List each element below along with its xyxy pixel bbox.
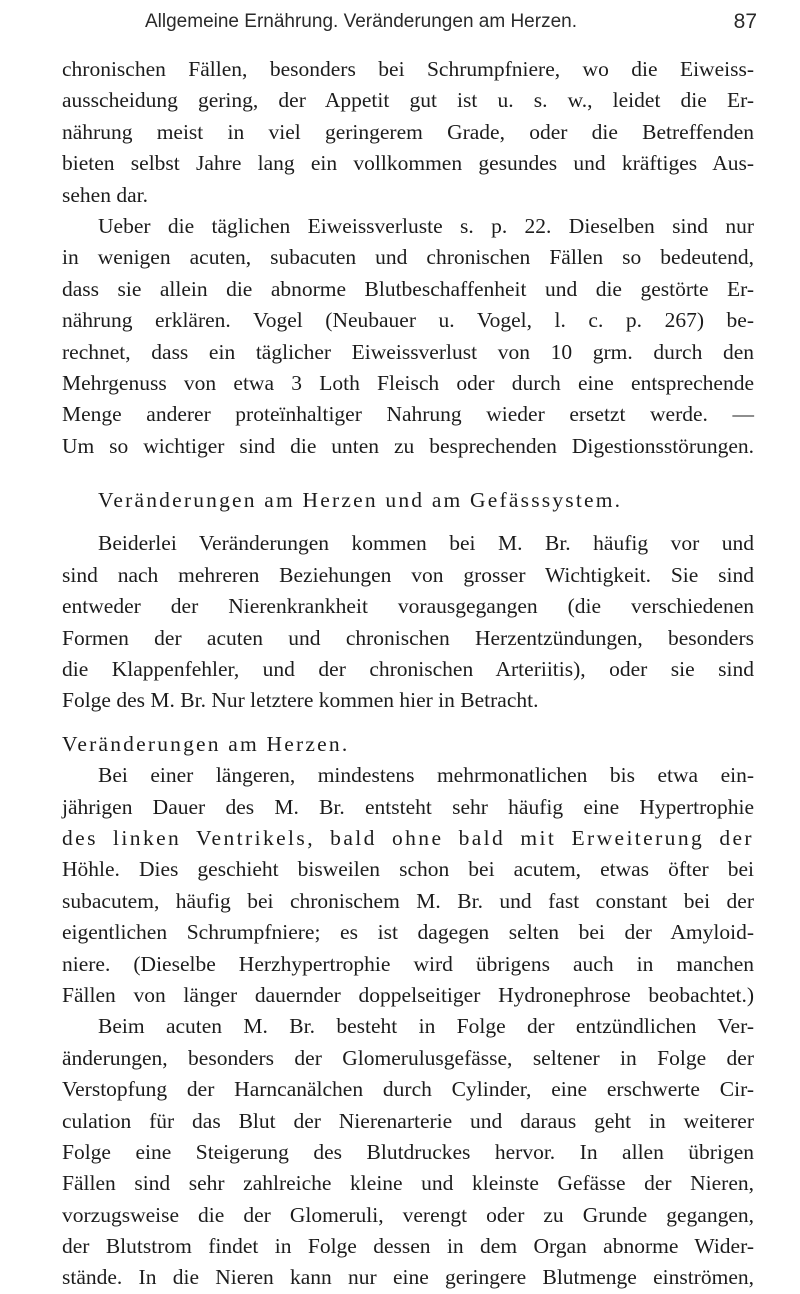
text-line: Höhle. Dies geschieht bisweilen schon bei acutem, etwas öfter bei	[62, 857, 754, 882]
text-line: Bei einer längeren, mindestens mehrmonatlichen bis etwa ein-	[98, 763, 754, 788]
text-line: subacutem, häufig bei chronischem M. Br. und fast constant bei der	[62, 888, 754, 913]
text-line: Fällen sind sehr zahlreiche kleine und kleinste Gefässe der Nieren,	[62, 1171, 754, 1196]
text-line: Um so wichtiger sind die unten zu besprechenden Digestionsstörungen.	[62, 433, 754, 458]
text-line: entweder der Nierenkrankheit vorausgegangen (die verschiedenen	[62, 594, 754, 619]
text-line: Beiderlei Veränderungen kommen bei M. Br. häufig vor und	[98, 531, 754, 556]
text-line: sind nach mehreren Beziehungen von grosser Wichtigkeit. Sie sind	[62, 562, 754, 587]
paragraph-5	[62, 1011, 754, 1294]
text-line: dass sie allein die abnorme Blutbeschaffenheit und die gestörte Er-	[62, 276, 754, 301]
text-line: des linken Ventrikels, bald ohne bald mit Erweiterung der	[62, 825, 754, 850]
text-line: Mehrgenuss von etwa 3 Loth Fleisch oder durch eine entsprechende	[62, 370, 754, 395]
paragraph-3	[62, 528, 754, 716]
section-heading-heart: Veränderungen am Herzen.	[62, 731, 350, 756]
running-header	[145, 6, 757, 38]
text-line: änderungen, besonders der Glomerulusgefässe, seltener in Folge der	[62, 1045, 754, 1070]
text-line: eigentlichen Schrumpfniere; es ist dagegen selten bei der Amyloid-	[62, 920, 754, 945]
paragraph-4	[62, 760, 754, 1011]
paragraph-1	[62, 54, 754, 211]
text-line: Formen der acuten und chronischen Herzentzündungen, besonders	[62, 625, 754, 650]
text-line: rechnet, dass ein täglicher Eiweissverlust von 10 grm. durch den	[62, 339, 754, 364]
text-line: Menge anderer proteïnhaltiger Nahrung wieder ersetzt werde. —	[62, 402, 754, 427]
body-text	[62, 54, 754, 1294]
text-line: ausscheidung gering, der Appetit gut ist u. s. w., leidet die Er-	[62, 88, 754, 113]
text-line: niere. (Dieselbe Herzhypertrophie wird übrigens auch in manchen	[62, 951, 754, 976]
text-line: in wenigen acuten, subacuten und chronischen Fällen so bedeutend,	[62, 245, 754, 270]
text-line: Ueber die täglichen Eiweissverluste s. p. 22. Dieselben sind nur	[98, 213, 754, 238]
text-line: nährung erklären. Vogel (Neubauer u. Vogel, l. c. p. 267) be-	[62, 308, 754, 333]
text-line: Folge eine Steigerung des Blutdruckes hervor. In allen übrigen	[62, 1139, 754, 1164]
text-line: sehen dar.	[62, 182, 148, 207]
text-line: die Klappenfehler, und der chronischen Arteriitis), oder sie sind	[62, 657, 754, 682]
running-header-title: Allgemeine Ernährung. Veränderungen am Herzen.	[145, 11, 577, 32]
page-number: 87	[733, 10, 757, 33]
section-heading-heart-vessels: Veränderungen am Herzen und am Gefässsystem.	[98, 488, 623, 513]
text-line: Verstopfung der Harncanälchen durch Cylinder, eine erschwerte Cir-	[62, 1077, 754, 1102]
text-line: Fällen von länger dauernder doppelseitiger Hydronephrose beobachtet.)	[62, 982, 754, 1007]
text-line: Folge des M. Br. Nur letztere kommen hier in Betracht.	[62, 688, 539, 713]
text-line: stände. In die Nieren kann nur eine geringere Blutmenge einströmen,	[62, 1265, 754, 1290]
text-line: chronischen Fällen, besonders bei Schrumpfniere, wo die Eiweiss-	[62, 57, 754, 81]
text-line: Beim acuten M. Br. besteht in Folge der entzündlichen Ver-	[98, 1014, 754, 1039]
text-line: der Blutstrom findet in Folge dessen in dem Organ abnorme Wider-	[62, 1234, 754, 1259]
paragraph-2	[62, 211, 754, 462]
text-line: culation für das Blut der Nierenarterie und daraus geht in weiterer	[62, 1108, 754, 1133]
text-line: nährung meist in viel geringerem Grade, oder die Betreffenden	[62, 119, 754, 144]
text-line: vorzugsweise die der Glomeruli, verengt oder zu Grunde gegangen,	[62, 1202, 754, 1227]
text-line: bieten selbst Jahre lang ein vollkommen gesundes und kräftiges Aus-	[62, 151, 754, 176]
text-line: jährigen Dauer des M. Br. entsteht sehr häufig eine Hypertrophie	[62, 794, 754, 819]
